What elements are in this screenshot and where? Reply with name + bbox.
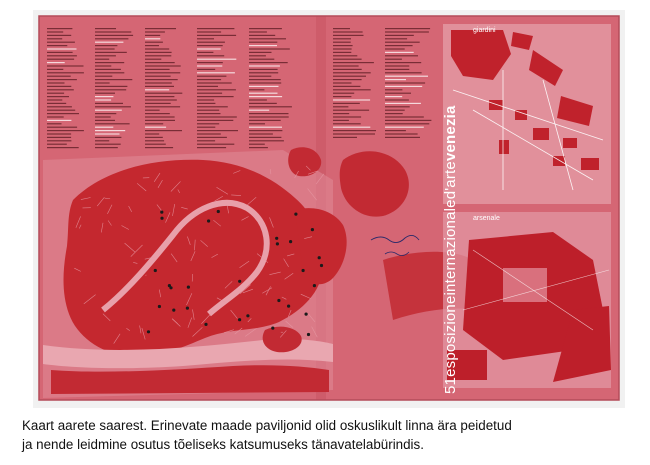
caption-line-1: Kaart aarete saarest. Erinevate maade paviljonid olid oskuslikult linna ära peidetud bbox=[22, 418, 512, 433]
index-text-line bbox=[197, 52, 213, 53]
index-text-line bbox=[197, 96, 234, 97]
pavilion-marker bbox=[313, 284, 316, 287]
photo-caption bbox=[22, 416, 632, 454]
index-text-line bbox=[145, 82, 172, 83]
pavilion-marker bbox=[147, 330, 150, 333]
index-text-line bbox=[47, 123, 62, 124]
index-text-line bbox=[385, 120, 431, 121]
index-text-line bbox=[47, 120, 71, 121]
index-text-line bbox=[47, 99, 62, 100]
pavilion-marker bbox=[271, 327, 274, 330]
index-text-line bbox=[249, 38, 286, 39]
index-text-line bbox=[385, 123, 429, 124]
index-text-line bbox=[145, 140, 164, 141]
pavilion-marker bbox=[158, 305, 161, 308]
index-text-line bbox=[145, 110, 160, 111]
map-photo bbox=[33, 10, 625, 408]
exhibition-title-bold: venezia bbox=[442, 105, 459, 162]
index-text-line bbox=[249, 72, 278, 73]
index-text-line bbox=[95, 89, 126, 90]
pavilion-marker bbox=[246, 314, 249, 317]
index-text-line bbox=[197, 35, 236, 36]
index-text-line bbox=[333, 96, 351, 97]
index-text-line bbox=[249, 69, 278, 70]
index-text-line bbox=[95, 120, 115, 121]
index-text-line bbox=[385, 89, 402, 90]
index-text-line bbox=[385, 103, 421, 104]
index-text-line bbox=[47, 127, 77, 128]
index-text-line bbox=[145, 69, 170, 70]
index-text-line bbox=[333, 31, 363, 32]
index-text-line bbox=[145, 65, 181, 66]
index-text-line bbox=[145, 123, 163, 124]
index-text-line bbox=[333, 123, 361, 124]
index-text-line bbox=[249, 62, 288, 63]
index-text-line bbox=[47, 86, 71, 87]
index-text-line bbox=[47, 147, 79, 148]
index-text-line bbox=[145, 113, 170, 114]
index-text-line bbox=[197, 120, 233, 121]
index-text-line bbox=[333, 59, 362, 60]
index-text-line bbox=[197, 127, 215, 128]
index-text-line bbox=[47, 133, 71, 134]
index-text-line bbox=[333, 89, 371, 90]
index-text-line bbox=[249, 96, 282, 97]
index-text-line bbox=[249, 116, 289, 117]
index-text-line bbox=[333, 99, 370, 100]
index-text-line bbox=[95, 127, 113, 128]
index-text-line bbox=[47, 42, 75, 43]
index-text-line bbox=[385, 72, 422, 73]
pavilion-marker bbox=[289, 240, 292, 243]
index-text-line bbox=[249, 65, 280, 66]
index-text-line bbox=[197, 93, 222, 94]
index-text-line bbox=[197, 69, 215, 70]
index-text-line bbox=[333, 45, 353, 46]
index-text-line bbox=[249, 137, 281, 138]
index-text-line bbox=[47, 137, 71, 138]
pavilion-marker bbox=[294, 213, 297, 216]
index-text-line bbox=[385, 35, 414, 36]
index-text-line bbox=[47, 35, 71, 36]
index-text-line bbox=[145, 28, 176, 29]
index-text-line bbox=[95, 99, 111, 100]
index-text-line bbox=[197, 137, 227, 138]
index-text-line bbox=[249, 130, 282, 131]
index-text-line bbox=[145, 31, 165, 32]
index-text-line bbox=[385, 96, 402, 97]
index-text-line bbox=[333, 48, 352, 49]
index-text-line bbox=[249, 76, 271, 77]
index-text-line bbox=[47, 48, 77, 49]
index-text-line bbox=[249, 106, 292, 107]
index-text-line bbox=[385, 59, 402, 60]
index-text-line bbox=[95, 137, 121, 138]
index-text-line bbox=[47, 113, 79, 114]
index-text-line bbox=[197, 140, 215, 141]
pavilion-marker bbox=[217, 210, 220, 213]
exhibition-title-light: 51esposizioneinternazionaled'arte bbox=[442, 161, 459, 394]
index-text-line bbox=[333, 79, 362, 80]
index-text-line bbox=[249, 59, 274, 60]
pavilion-marker bbox=[311, 228, 314, 231]
index-text-line bbox=[145, 137, 163, 138]
index-text-line bbox=[249, 48, 290, 49]
index-text-line bbox=[95, 79, 132, 80]
index-text-line bbox=[385, 65, 409, 66]
index-text-line bbox=[47, 62, 65, 63]
index-text-line bbox=[95, 69, 121, 70]
index-text-line bbox=[197, 130, 238, 131]
index-text-line bbox=[95, 106, 131, 107]
index-text-line bbox=[385, 28, 430, 29]
pavilion-marker bbox=[154, 269, 157, 272]
index-text-line bbox=[95, 133, 120, 134]
index-text-line bbox=[249, 93, 278, 94]
arsenale-label: arsenale bbox=[473, 215, 500, 222]
pavilion-marker bbox=[238, 318, 241, 321]
index-text-line bbox=[385, 106, 410, 107]
index-text-line bbox=[249, 31, 267, 32]
index-text-line bbox=[47, 38, 62, 39]
pavilion-marker bbox=[204, 323, 207, 326]
index-text-line bbox=[385, 31, 429, 32]
index-text-line bbox=[249, 52, 272, 53]
index-text-line bbox=[249, 113, 289, 114]
index-text-line bbox=[385, 99, 409, 100]
index-text-line bbox=[95, 35, 133, 36]
index-text-line bbox=[95, 55, 116, 56]
index-text-line bbox=[197, 110, 219, 111]
pavilion-marker bbox=[187, 286, 190, 289]
index-text-line bbox=[249, 144, 265, 145]
index-text-line bbox=[249, 127, 282, 128]
index-text-line bbox=[47, 110, 75, 111]
index-text-line bbox=[385, 79, 406, 80]
index-text-line bbox=[385, 48, 405, 49]
index-text-line bbox=[197, 65, 222, 66]
index-text-line bbox=[95, 140, 109, 141]
index-text-line bbox=[197, 55, 224, 56]
index-text-line bbox=[249, 110, 269, 111]
index-text-line bbox=[47, 31, 63, 32]
index-text-line bbox=[385, 137, 420, 138]
index-text-line bbox=[47, 69, 63, 70]
index-text-line bbox=[333, 103, 360, 104]
pavilion-marker bbox=[307, 333, 310, 336]
index-text-line bbox=[145, 42, 163, 43]
index-text-line bbox=[197, 106, 228, 107]
index-text-line bbox=[145, 93, 182, 94]
caption-line-2: ja nende leidmine osutus tõeliseks katsumuseks tänavatelabürindis. bbox=[22, 437, 424, 452]
index-text-line bbox=[47, 144, 67, 145]
index-text-line bbox=[385, 69, 409, 70]
index-text-line bbox=[249, 35, 275, 36]
index-text-line bbox=[333, 52, 351, 53]
index-text-line bbox=[95, 116, 111, 117]
index-text-line bbox=[95, 103, 123, 104]
index-text-line bbox=[47, 116, 64, 117]
index-text-line bbox=[47, 79, 77, 80]
index-text-line bbox=[249, 120, 281, 121]
index-text-line bbox=[95, 45, 117, 46]
index-text-line bbox=[47, 106, 72, 107]
pavilion-marker bbox=[238, 280, 241, 283]
index-text-line bbox=[95, 42, 123, 43]
index-text-line bbox=[249, 103, 277, 104]
pavilion-marker bbox=[320, 264, 323, 267]
index-text-line bbox=[385, 93, 411, 94]
index-text-line bbox=[197, 86, 218, 87]
index-text-line bbox=[333, 120, 349, 121]
pavilion-marker bbox=[305, 313, 308, 316]
index-text-line bbox=[95, 48, 115, 49]
index-text-line bbox=[249, 123, 265, 124]
index-text-line bbox=[47, 65, 84, 66]
pavilion-marker bbox=[186, 307, 189, 310]
index-text-line bbox=[145, 86, 174, 87]
index-text-line bbox=[385, 116, 424, 117]
index-text-line bbox=[145, 96, 174, 97]
index-text-line bbox=[47, 45, 67, 46]
index-text-line bbox=[47, 130, 84, 131]
index-text-line bbox=[333, 82, 352, 83]
index-text-line bbox=[95, 59, 109, 60]
index-text-line bbox=[145, 72, 180, 73]
pavilion-marker bbox=[160, 211, 163, 214]
index-text-line bbox=[249, 28, 282, 29]
index-text-line bbox=[385, 133, 418, 134]
index-text-line bbox=[145, 116, 175, 117]
index-text-line bbox=[197, 144, 234, 145]
index-text-line bbox=[197, 133, 221, 134]
index-text-line bbox=[47, 72, 84, 73]
index-text-line bbox=[249, 55, 266, 56]
index-text-line bbox=[333, 62, 374, 63]
index-text-line bbox=[197, 79, 221, 80]
index-text-line bbox=[145, 45, 159, 46]
index-text-line bbox=[197, 99, 214, 100]
index-text-line bbox=[197, 82, 232, 83]
index-text-line bbox=[333, 116, 361, 117]
pavilion-marker bbox=[169, 286, 172, 289]
index-text-line bbox=[145, 103, 171, 104]
index-text-line bbox=[385, 52, 414, 53]
index-text-line bbox=[385, 113, 403, 114]
index-text-line bbox=[385, 62, 421, 63]
pavilion-marker bbox=[275, 237, 278, 240]
index-text-line bbox=[95, 38, 128, 39]
index-text-line bbox=[197, 116, 237, 117]
index-text-line bbox=[197, 123, 219, 124]
index-text-line bbox=[95, 144, 121, 145]
index-text-line bbox=[197, 89, 236, 90]
index-text-line bbox=[385, 130, 406, 131]
index-text-line bbox=[249, 82, 281, 83]
index-text-line bbox=[145, 120, 175, 121]
index-text-line bbox=[95, 28, 116, 29]
index-text-line bbox=[249, 147, 268, 148]
index-text-line bbox=[197, 42, 225, 43]
index-text-line bbox=[249, 42, 277, 43]
index-text-line bbox=[333, 65, 359, 66]
index-text-line bbox=[333, 76, 366, 77]
index-text-line bbox=[95, 72, 124, 73]
index-text-line bbox=[145, 59, 161, 60]
index-text-line bbox=[95, 86, 127, 87]
index-text-line bbox=[145, 106, 180, 107]
index-text-line bbox=[249, 140, 284, 141]
index-text-line bbox=[249, 45, 277, 46]
index-text-line bbox=[333, 38, 351, 39]
index-text-line bbox=[145, 144, 166, 145]
index-text-line bbox=[47, 89, 74, 90]
index-text-line bbox=[333, 55, 357, 56]
index-text-line bbox=[333, 35, 364, 36]
index-text-line bbox=[385, 127, 424, 128]
index-text-line bbox=[197, 72, 235, 73]
index-text-line bbox=[145, 38, 160, 39]
index-text-line bbox=[385, 55, 418, 56]
index-text-line bbox=[47, 52, 73, 53]
index-text-line bbox=[145, 89, 169, 90]
index-text-line bbox=[333, 113, 349, 114]
index-text-line bbox=[47, 103, 66, 104]
index-text-line bbox=[145, 76, 171, 77]
index-text-line bbox=[333, 69, 362, 70]
pavilion-marker bbox=[277, 299, 280, 302]
index-text-line bbox=[385, 38, 407, 39]
index-text-line bbox=[333, 127, 370, 128]
pavilion-marker bbox=[276, 242, 279, 245]
index-text-line bbox=[249, 79, 281, 80]
index-text-line bbox=[385, 110, 405, 111]
pavilion-marker bbox=[302, 269, 305, 272]
index-text-line bbox=[197, 28, 234, 29]
index-text-line bbox=[145, 130, 182, 131]
index-text-line bbox=[249, 133, 273, 134]
index-text-line bbox=[197, 59, 236, 60]
index-text-line bbox=[95, 52, 127, 53]
index-text-line bbox=[47, 140, 71, 141]
index-text-line bbox=[145, 79, 178, 80]
index-text-line bbox=[47, 82, 65, 83]
index-text-line bbox=[385, 76, 428, 77]
venice-map bbox=[33, 10, 625, 408]
index-text-line bbox=[95, 93, 115, 94]
pavilion-marker bbox=[172, 309, 175, 312]
index-text-line bbox=[197, 76, 226, 77]
index-text-line bbox=[197, 113, 221, 114]
index-text-line bbox=[47, 55, 77, 56]
index-text-line bbox=[249, 86, 279, 87]
index-text-line bbox=[333, 137, 357, 138]
index-text-line bbox=[333, 42, 351, 43]
index-text-line bbox=[197, 38, 214, 39]
index-text-line bbox=[95, 96, 113, 97]
index-text-line bbox=[95, 110, 122, 111]
index-text-line bbox=[197, 45, 223, 46]
pavilion-marker bbox=[207, 219, 210, 222]
index-text-line bbox=[95, 82, 110, 83]
exhibition-title bbox=[442, 105, 459, 394]
index-text-line bbox=[249, 89, 264, 90]
index-text-line bbox=[95, 113, 116, 114]
index-text-line bbox=[333, 86, 360, 87]
index-text-line bbox=[333, 72, 371, 73]
index-text-line bbox=[333, 133, 375, 134]
index-text-line bbox=[145, 48, 169, 49]
index-text-line bbox=[197, 147, 226, 148]
index-text-line bbox=[47, 59, 74, 60]
index-text-line bbox=[197, 62, 223, 63]
index-text-line bbox=[249, 99, 267, 100]
index-text-line bbox=[145, 127, 166, 128]
index-text-line bbox=[95, 65, 111, 66]
index-text-line bbox=[47, 96, 69, 97]
pavilion-marker bbox=[160, 217, 163, 220]
index-text-line bbox=[333, 28, 350, 29]
index-text-line bbox=[197, 48, 221, 49]
index-text-line bbox=[385, 82, 425, 83]
index-text-line bbox=[333, 110, 369, 111]
index-text-line bbox=[333, 93, 354, 94]
pavilion-marker bbox=[318, 256, 321, 259]
index-text-line bbox=[95, 62, 124, 63]
index-text-line bbox=[47, 93, 64, 94]
index-text-line bbox=[145, 62, 175, 63]
index-text-line bbox=[95, 130, 125, 131]
index-text-line bbox=[333, 130, 376, 131]
index-text-line bbox=[385, 45, 413, 46]
index-text-line bbox=[95, 76, 112, 77]
index-text-line bbox=[95, 147, 118, 148]
index-text-line bbox=[197, 31, 221, 32]
index-text-line bbox=[47, 76, 71, 77]
index-text-line bbox=[145, 52, 172, 53]
index-text-line bbox=[197, 103, 215, 104]
index-text-line bbox=[145, 133, 159, 134]
index-text-line bbox=[145, 35, 160, 36]
index-text-line bbox=[47, 28, 72, 29]
index-text-line bbox=[145, 147, 173, 148]
index-text-line bbox=[95, 31, 131, 32]
index-text-line bbox=[95, 123, 130, 124]
giardini-label: giardini bbox=[473, 27, 496, 34]
index-text-line bbox=[145, 55, 171, 56]
index-text-line bbox=[385, 42, 420, 43]
pavilion-marker bbox=[287, 305, 290, 308]
index-text-line bbox=[333, 106, 348, 107]
index-text-line bbox=[145, 99, 177, 100]
index-text-line bbox=[385, 86, 422, 87]
